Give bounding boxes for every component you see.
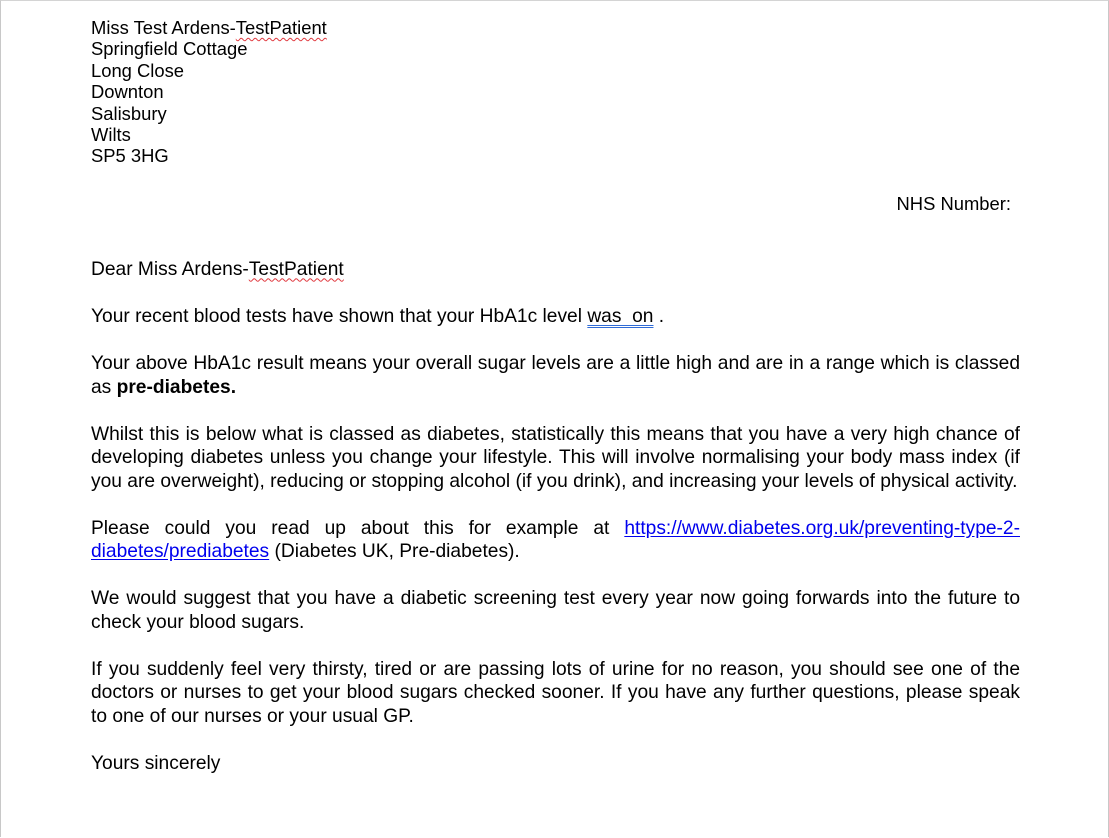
address-line-4: Salisbury <box>91 102 167 124</box>
result-bold-term: pre-diabetes. <box>116 376 237 398</box>
salutation-misspelled[interactable]: TestPatient <box>248 258 344 280</box>
diabetes-uk-link[interactable]: https://www.diabetes.org.uk/preventing-type-2-diabetes/prediabetes <box>91 517 1020 563</box>
hba1c-text-after: . <box>653 306 665 328</box>
address-line-2: Long Close <box>91 59 185 81</box>
paragraph-hba1c <box>91 305 1020 328</box>
paragraph-screening: We would suggest that you have a diabetic screening test every year now going forwards into the future to check your blood sugars. <box>91 588 1020 633</box>
closing: Yours sincerely <box>91 752 221 774</box>
recipient-address <box>91 17 1020 167</box>
nhs-number-label: NHS Number: <box>896 192 1011 214</box>
hba1c-text-before: Your recent blood tests have shown that your HbA1c level <box>91 306 588 328</box>
paragraph-read-more <box>91 517 1020 564</box>
read-text-before: Please could you read up about this for example at <box>91 517 625 539</box>
result-text: Your above HbA1c result means your overall sugar levels are a little high and are in a range which is classed as <box>91 353 1020 398</box>
address-postcode: SP5 3HG <box>91 145 169 167</box>
address-line-1: Springfield Cottage <box>91 38 248 60</box>
paragraph-result <box>91 352 1020 399</box>
salutation <box>91 258 1020 281</box>
address-name-prefix: Miss Test Ardens- <box>91 17 236 38</box>
paragraph-below-diabetes: Whilst this is below what is classed as diabetes, statistically this means that you have a very high chance of developing diabetes unless you change your lifestyle. This will involve normalising your body mass index (if you are overweight), reducing or stopping alcohol (if you drink), and increasing your levels of physical activity. <box>91 423 1020 492</box>
letter-body <box>91 17 1020 775</box>
address-line-5: Wilts <box>91 123 131 145</box>
grammar-flagged-text[interactable]: was on <box>587 306 654 328</box>
address-line-3: Downton <box>91 81 164 103</box>
address-name-line <box>91 17 1020 38</box>
salutation-prefix: Dear Miss Ardens- <box>91 258 249 280</box>
paragraph-symptoms: If you suddenly feel very thirsty, tired or are passing lots of urine for no reason, you should see one of the doctors or nurses to get your blood sugars checked sooner. If you have any further questions, please speak to one of our nurses or your usual GP. <box>91 659 1020 727</box>
address-name-misspelled[interactable]: TestPatient <box>235 17 327 38</box>
read-text-after: (Diabetes UK, Pre-diabetes). <box>269 541 520 563</box>
